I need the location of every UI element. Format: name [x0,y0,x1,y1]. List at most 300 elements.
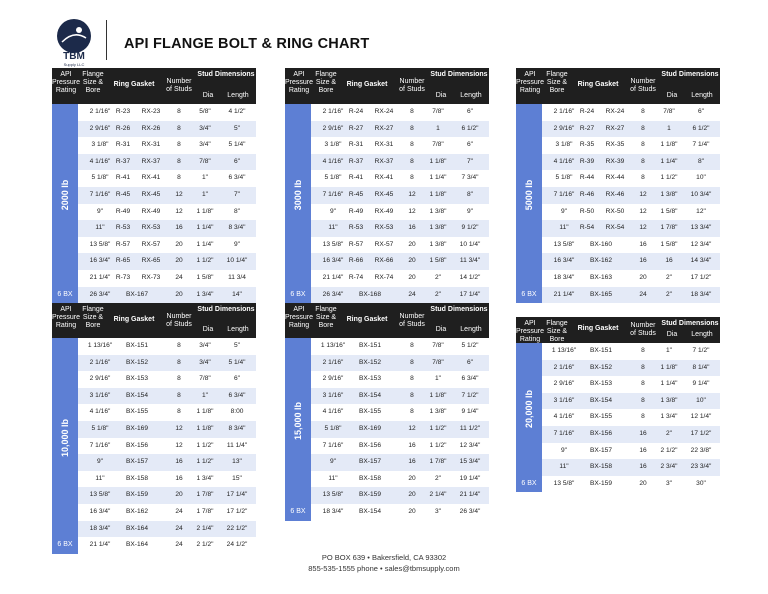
stud-count: 20 [175,240,183,248]
header-length: Length [691,92,713,99]
table-row [542,154,720,171]
header-dia: Dia [202,92,214,99]
ring-rx: RX-31 [374,141,394,149]
pressure-rating-band [285,338,311,504]
flange-size: 2 1/16" [553,363,575,371]
stud-dia: 1 7/8" [429,458,447,466]
stud-length: 6" [697,108,704,115]
stud-count: 8 [641,363,645,371]
header-studs: Number of Studs [166,78,192,93]
stud-length: 22 1/2" [226,524,248,532]
stud-dia: 1 [436,124,440,132]
pressure-rating-label: 3000 lb [293,180,303,211]
stud-dia: 2" [665,430,672,437]
flange-size: 21 1/4" [322,274,344,281]
ring-rx: RX-54 [605,224,625,232]
stud-length: 10 3/4" [690,191,712,198]
stud-count: 8 [410,375,414,383]
stud-dia: 1 1/4" [429,174,447,182]
ring-r: R-45 [348,191,364,198]
flange-size: 11" [559,463,569,471]
stud-count: 8 [177,342,181,349]
stud-count: 12 [639,191,647,198]
stud-dia: 1 3/4" [660,413,678,421]
flange-size: 2 9/16" [553,380,575,388]
stud-count: 8 [641,396,645,404]
stud-count: 16 [175,224,183,232]
header-dia: Dia [435,326,447,333]
ring-r: BX-158 [590,463,612,471]
stud-count: 8 [641,347,645,354]
flange-size: 7 1/16" [322,191,344,198]
ring-rx: RX-23 [141,108,161,115]
stud-count: 8 [410,358,414,366]
bx-label: 6 BX [516,476,542,493]
stud-length: 17 1/2" [226,508,248,515]
ring-rx: RX-44 [605,174,625,182]
stud-length: 17 1/2" [690,430,712,437]
stud-count: 24 [175,541,183,549]
stud-length: 8 1/4" [692,363,710,371]
table-row [542,343,720,360]
ring-r: R-49 [115,207,131,215]
table-row [311,270,489,287]
stud-length: 6 1/2" [692,124,710,132]
ring-r: R-45 [115,191,131,198]
logo-text: TBM [63,51,85,62]
flange-size: 11" [328,474,338,482]
header-length: Length [227,326,249,333]
stud-dia: 1 3/8" [429,408,447,416]
stud-length: 6" [466,141,473,149]
stud-count: 12 [639,207,647,215]
flange-size: 9" [560,446,567,454]
ring-rx: RX-53 [141,224,161,232]
flange-size: 9" [329,207,336,215]
table-row [78,454,256,471]
flange-table [285,303,489,521]
ring-r: BX-152 [126,358,148,366]
flange-size: 5 1/8" [324,425,342,432]
ring-r: R-57 [115,240,131,248]
ring-r: BX-158 [126,474,148,482]
stud-dia: 1 5/8" [660,240,678,248]
stud-count: 20 [175,491,183,499]
stud-length: 11 1/4" [226,441,248,449]
ring-rx: RX-53 [374,224,394,232]
stud-count: 8 [410,141,414,149]
stud-dia: 2" [434,290,441,298]
stud-dia: 1 1/2" [660,174,678,182]
stud-length: 11 1/2" [459,425,481,432]
flange-size: 3 1/8" [91,141,109,149]
stud-dia: 1 5/8" [196,274,214,281]
stud-length: 13 3/4" [690,224,712,232]
stud-length: 6 3/4" [228,174,246,182]
table-header [285,68,489,104]
header-flange: Flange Size & Bore [82,306,104,329]
table-row [78,487,256,504]
stud-dia: 2" [665,274,672,281]
flange-size: 3 1/16" [553,396,575,404]
ring-r: R-37 [115,157,131,165]
stud-count: 16 [175,458,183,466]
stud-count: 24 [408,290,416,298]
pressure-rating-label: 15,000 lb [293,401,303,441]
header-stud_dim: Stud Dimensions [430,71,488,78]
stud-count: 20 [639,479,647,487]
ring-rx: RX-45 [141,191,161,198]
header-ring: Ring Gasket [113,81,155,88]
ring-r: R-26 [115,124,131,132]
flange-size: 2 1/16" [89,358,111,366]
pressure-rating-label: 20,000 lb [524,390,534,429]
flange-table [285,68,489,303]
stud-count: 8 [641,380,645,388]
flange-size: 4 1/16" [322,408,344,416]
header-ring: Ring Gasket [577,325,619,332]
footer-address: PO BOX 639 • Bakersfield, CA 93302 [321,553,447,562]
stud-length: 10 1/4" [459,240,481,248]
ring-rx: RX-37 [141,157,161,165]
ring-r: BX-165 [590,290,612,298]
stud-count: 24 [639,290,647,298]
header-length: Length [227,92,249,99]
table-row [78,121,256,138]
header-flange: Flange Size & Bore [315,71,337,94]
ring-r: BX-153 [359,375,381,383]
stud-dia: 1 7/8" [196,508,214,515]
ring-r: R-41 [115,174,131,182]
table-row [311,421,489,438]
stud-dia: 3/4" [199,124,211,132]
stud-count: 8 [177,174,181,182]
stud-dia: 16 [665,257,673,265]
stud-length: 6" [233,157,240,165]
ring-r: BX-160 [590,240,612,248]
stud-dia: 2" [434,274,441,281]
stud-length: 12" [696,207,706,215]
ring-r: R-31 [348,141,364,149]
stud-count: 20 [408,257,416,265]
ring-r: BX-154 [359,508,381,515]
table-row [311,338,489,355]
pressure-rating-band [285,104,311,287]
stud-count: 16 [639,240,647,248]
stud-length: 26 3/4" [459,508,481,515]
stud-length: 15" [232,474,242,482]
stud-dia: 1 1/2" [429,441,447,449]
stud-dia: 1" [201,174,208,182]
pressure-rating-band [516,343,542,476]
table-row [311,137,489,154]
stud-length: 23 3/4" [690,463,712,471]
ring-rx: RX-27 [374,124,394,132]
table-row [542,137,720,154]
stud-count: 12 [175,425,183,432]
table-row [78,521,256,538]
table-row [311,404,489,421]
stud-dia: 5/8" [199,108,211,115]
pressure-rating-label: 10,000 lb [60,418,70,457]
flange-size: 1 13/16" [551,347,577,354]
stud-length: 10" [696,174,706,182]
stud-length: 18 3/4" [690,290,712,298]
table-row [311,204,489,221]
ring-rx: RX-50 [605,207,625,215]
table-row [542,287,720,304]
table-row [311,454,489,471]
pressure-rating-band [52,104,78,287]
header-ring: Ring Gasket [346,315,388,323]
stud-dia: 1 5/8" [429,257,447,265]
stud-length: 8" [466,191,473,198]
stud-count: 12 [408,425,416,432]
stud-dia: 1 1/2" [196,458,214,466]
stud-count: 12 [408,207,416,215]
stud-count: 8 [177,408,181,416]
header-flange: Flange Size & Bore [82,71,104,94]
stud-dia: 1 5/8" [660,207,678,215]
stud-dia: 1 1/2" [196,257,214,265]
table-row [542,270,720,287]
stud-dia: 1 1/2" [429,425,447,432]
ring-r: BX-155 [126,408,148,416]
header-studs: Number of Studs [630,322,656,337]
flange-size: 4 1/16" [89,408,111,416]
stud-count: 20 [408,274,416,281]
ring-rx: RX-31 [141,141,161,149]
header-api: API Pressure Rating [52,71,81,94]
table-row [78,287,256,304]
ring-rx: RX-41 [374,174,394,182]
ring-rx: RX-49 [141,207,161,215]
table-row [78,204,256,221]
ring-r: R-37 [348,157,364,165]
stud-count: 20 [408,491,416,499]
flange-size: 9" [96,458,103,466]
ring-rx: RX-57 [374,240,394,248]
stud-count: 8 [177,124,181,132]
stud-count: 20 [408,240,416,248]
ring-r: R-53 [115,224,131,232]
page-title: API FLANGE BOLT & RING CHART [124,36,370,52]
table-row [78,471,256,488]
stud-dia: 7/8" [432,342,444,349]
stud-dia: 1" [201,391,208,399]
flange-size: 4 1/16" [553,157,575,165]
flange-size: 11" [95,474,105,482]
ring-r: BX-151 [126,342,148,349]
stud-length: 14 3/4" [690,257,712,265]
stud-length: 24 1/2" [226,541,248,549]
ring-r: BX-169 [126,425,148,432]
stud-count: 8 [177,358,181,366]
ring-r: BX-164 [126,541,148,549]
stud-count: 8 [177,108,181,115]
flange-size: 11" [559,224,569,232]
stud-length: 9" [233,240,240,248]
stud-length: 17 1/4" [226,491,248,499]
ring-r: R-39 [579,157,595,165]
table-row [311,287,489,304]
bx-label: 6 BX [52,287,78,304]
stud-dia: 7/8" [663,108,675,115]
flange-size: 2 9/16" [322,375,344,383]
table-row [311,121,489,138]
ring-rx: RX-35 [605,141,625,149]
stud-length: 8 3/4" [228,425,246,432]
stud-count: 16 [408,441,416,449]
table-row [542,426,720,443]
stud-count: 8 [410,408,414,416]
table-row [542,459,720,476]
table-row [311,104,489,121]
header-dia: Dia [666,92,678,99]
stud-length: 7 1/2" [692,347,710,354]
footer-contact: 855-535-1555 phone • sales@tbmsupply.com [308,564,460,573]
flange-size: 13 5/8" [553,240,575,248]
stud-length: 10" [696,396,706,404]
ring-r: BX-154 [359,391,381,399]
header-length: Length [460,92,482,99]
stud-count: 8 [641,124,645,132]
ring-r: BX-154 [590,396,612,404]
table-row [542,376,720,393]
ring-r: BX-156 [126,441,148,449]
stud-dia: 1 1/8" [196,425,214,432]
stud-dia: 2 1/4" [196,524,214,532]
header-length: Length [460,326,482,333]
stud-dia: 1 1/4" [196,224,214,232]
header-flange: Flange Size & Bore [546,71,568,94]
bx-label: 6 BX [285,287,311,304]
ring-r: BX-156 [359,441,381,449]
stud-length: 7" [466,157,473,165]
ring-r: BX-157 [359,458,381,466]
flange-size: 11" [95,224,105,232]
ring-r: BX-159 [590,479,612,487]
ring-rx: RX-39 [605,157,625,165]
stud-count: 8 [641,157,645,165]
stud-count: 16 [175,474,183,482]
pressure-rating-band [52,338,78,537]
table-row [542,204,720,221]
table-row [542,237,720,254]
stud-dia: 1 1/8" [196,207,214,215]
table-row [311,253,489,270]
stud-dia: 1 3/4" [196,290,214,298]
stud-count: 8 [410,342,414,349]
ring-rx: RX-74 [374,274,394,281]
stud-dia: 2 1/4" [429,491,447,499]
stud-dia: 1 1/4" [196,240,214,248]
stud-length: 6" [466,358,473,366]
stud-dia: 7/8" [199,157,211,165]
ring-r: R-73 [115,274,131,281]
stud-dia: 2 3/4" [660,463,678,471]
flange-size: 7 1/16" [89,191,111,198]
stud-length: 9 1/4" [692,380,710,388]
flange-size: 13 5/8" [322,240,344,248]
bx-label: 6 BX [52,537,78,554]
flange-size: 21 1/4" [89,274,111,281]
table-row [78,388,256,405]
table-row [78,355,256,372]
header-dia: Dia [666,331,678,338]
stud-length: 5 1/4" [228,358,246,366]
ring-r: BX-153 [126,375,148,383]
header-api: API Pressure Rating [516,71,545,94]
ring-r: BX-168 [359,290,381,298]
ring-r: BX-154 [126,391,148,399]
stud-count: 24 [175,274,183,281]
stud-dia: 2 1/2" [660,446,678,454]
table-row [311,355,489,372]
ring-r: BX-163 [590,274,612,281]
header-studs: Number of Studs [630,78,656,93]
flange-size: 16 3/4" [89,508,111,515]
stud-length: 30" [696,479,706,487]
flange-size: 3 1/16" [89,391,111,399]
flange-table [52,68,256,303]
flange-size: 18 3/4" [89,524,111,532]
stud-dia: 1" [665,347,672,354]
ring-r: BX-164 [126,524,148,532]
ring-r: BX-157 [590,446,612,454]
stud-count: 24 [175,524,183,532]
ring-r: R-50 [579,207,595,215]
stud-length: 10 1/4" [226,257,248,265]
logo-subtext: Supply LLC [63,62,85,67]
stud-length: 12 3/4" [690,240,712,248]
header-api: API Pressure Rating [52,306,81,329]
stud-dia: 1 1/8" [660,363,678,371]
stud-length: 17 1/2" [690,274,712,281]
header-studs: Number of Studs [166,312,192,328]
flange-size: 2 1/16" [553,108,575,115]
flange-size: 26 3/4" [89,290,111,298]
table-row [78,270,256,287]
table-row [78,338,256,355]
flange-size: 21 1/4" [89,541,111,549]
table-row [311,471,489,488]
ring-r: R-41 [348,174,364,182]
header-studs: Number of Studs [399,78,425,93]
stud-dia: 7/8" [432,358,444,366]
stud-dia: 2" [434,474,441,482]
table-header [516,317,720,343]
stud-count: 12 [175,191,183,198]
table-row [78,170,256,187]
header-api: API Pressure Rating [516,320,545,343]
stud-dia: 3/4" [199,342,211,349]
table-row [78,253,256,270]
stud-count: 20 [175,257,183,265]
flange-size: 26 3/4" [322,290,344,298]
stud-length: 8" [233,207,240,215]
table-row [542,170,720,187]
stud-dia: 1 1/4" [660,157,678,165]
stud-length: 6 3/4" [461,375,479,383]
stud-dia: 1 3/8" [660,191,678,198]
flange-size: 16 3/4" [553,257,575,265]
stud-dia: 2" [665,290,672,298]
stud-dia: 1 1/8" [429,157,447,165]
stud-count: 8 [177,375,181,383]
table-row [311,504,489,521]
flange-size: 18 3/4" [322,508,344,515]
